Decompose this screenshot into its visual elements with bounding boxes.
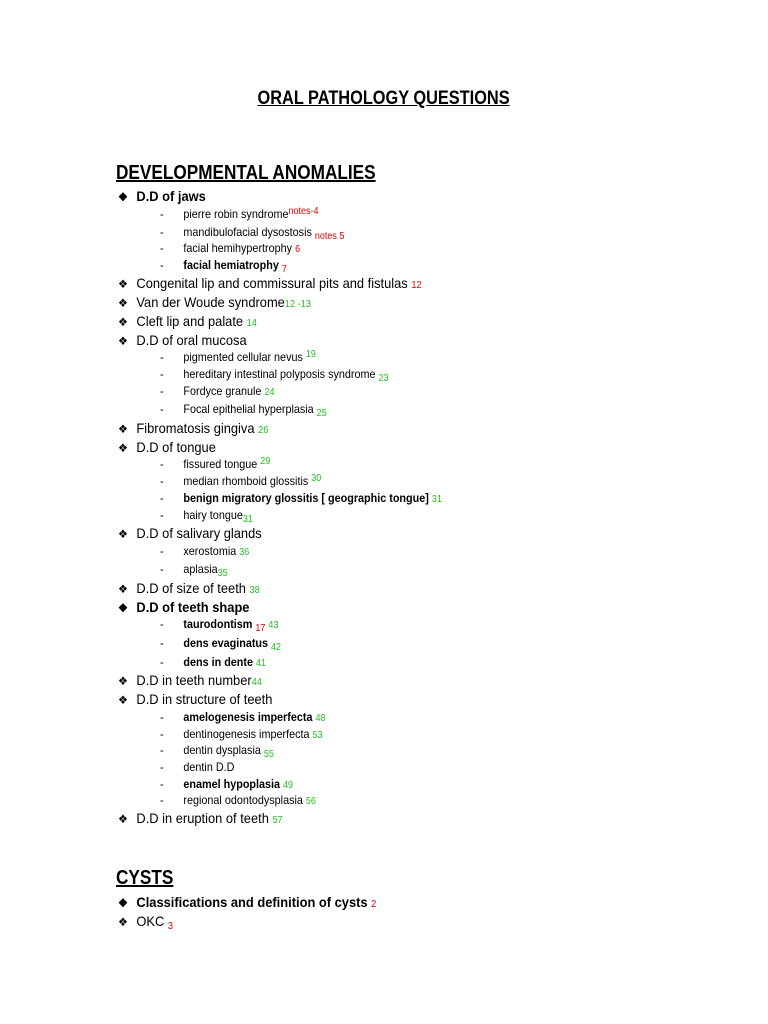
page-ref: 25 (316, 408, 327, 419)
sublist-item: - dentinogenesis imperfecta 53 (160, 727, 323, 741)
diamond-bullet-icon: ❖ (118, 190, 128, 204)
diamond-bullet-icon: ❖ (118, 601, 128, 615)
sublist-item: - mandibulofacial dysostosis $_{notes 5}$ (160, 225, 345, 242)
sublist-item: - facial hemihypertrophy 6 (160, 241, 301, 255)
page-ref: 23 (378, 373, 389, 384)
page-ref: 43 (268, 620, 279, 631)
diamond-bullet-icon: ❖ (118, 693, 128, 707)
diamond-bullet-icon: ❖ (118, 441, 128, 455)
page-ref: 12 (411, 280, 422, 291)
page-ref: 26 (258, 425, 269, 436)
page-ref: 49 (283, 780, 294, 791)
list-item: ❖ Van der Woude syndrome12 -13 (118, 294, 311, 310)
sublist-item: - median rhomboid glossitis $^{30}$ (160, 473, 322, 488)
page-ref: 31 (431, 494, 442, 505)
page-ref: 14 (246, 318, 257, 329)
page-ref: 29 (260, 456, 271, 467)
page-ref: 41 (256, 658, 267, 669)
sublist-item: - pigmented cellular nevus $^{19}$ (160, 349, 316, 364)
page-ref: 6 (295, 244, 301, 255)
sublist-item: - hairy tongue$_{31}$ (160, 508, 253, 525)
sublist-item: - pierre robin syndrome$^{notes-4}$ (160, 206, 319, 221)
list-item: ❖ D.D of teeth shape (118, 599, 250, 615)
list-item: ❖ D.D in eruption of teeth 57 (118, 810, 283, 826)
diamond-bullet-icon: ❖ (118, 422, 128, 436)
diamond-bullet-icon: ❖ (118, 915, 128, 929)
sublist-item: - hereditary intestinal polyposis syndrome $_{23}$ (160, 367, 389, 384)
list-item: ❖ Fibromatosis gingiva 26 (118, 420, 269, 436)
sublist-item: - fissured tongue $^{29}$ (160, 456, 271, 471)
sublist-item: - dentin D.D (160, 760, 235, 774)
page-ref: 36 (239, 547, 250, 558)
diamond-bullet-icon: ❖ (118, 812, 128, 826)
list-item: ❖ D.D of tongue (118, 439, 216, 455)
page-ref: 55 (263, 749, 274, 760)
diamond-bullet-icon: ❖ (118, 896, 128, 910)
sublist-item: - Focal epithelial hyperplasia $_{25}$ (160, 402, 327, 419)
page-ref: 12 -13 (284, 299, 311, 310)
diamond-bullet-icon: ❖ (118, 674, 128, 688)
diamond-bullet-icon: ❖ (118, 296, 128, 310)
page-title: ORAL PATHOLOGY QUESTIONS (257, 88, 511, 109)
page-ref: notes-4 (288, 206, 319, 217)
page-ref: 17 (255, 623, 266, 634)
page-ref: 3 (167, 921, 174, 932)
page-ref: 42 (271, 642, 282, 653)
sublist-item: - taurodontism $_{17}$ 43 (160, 617, 279, 634)
sublist-item: - regional odontodysplasia 56 (160, 793, 316, 807)
page-ref: 19 (305, 349, 316, 360)
list-item: ❖ D.D of salivary glands (118, 525, 262, 541)
list-item: ❖ Congenital lip and commissural pits and fistulas 12 (118, 275, 422, 291)
page-ref: 57 (272, 815, 283, 826)
sublist-item: - xerostomia 36 (160, 544, 250, 558)
list-item: ❖ D.D of oral mucosa (118, 332, 247, 348)
list-item: ❖ D.D in teeth number44 (118, 672, 262, 688)
sublist-item: - amelogenesis imperfecta 48 (160, 710, 326, 724)
diamond-bullet-icon: ❖ (118, 582, 128, 596)
page-ref: 30 (311, 473, 322, 484)
list-item: ❖ D.D of size of teeth 38 (118, 580, 260, 596)
sublist-item: - benign migratory glossitis [ geographic tongue] 31 (160, 491, 442, 505)
page-ref: 44 (251, 677, 262, 688)
diamond-bullet-icon: ❖ (118, 527, 128, 541)
sublist-item: - dens evaginatus $_{42}$ (160, 636, 282, 653)
list-item: ❖ D.D in structure of teeth (118, 691, 273, 707)
section-heading-developmental-anomalies: DEVELOPMENTAL ANOMALIES (116, 162, 376, 184)
sublist-item: - aplasia$_{35}$ (160, 562, 228, 579)
page-ref: 48 (315, 713, 326, 724)
list-item-dd-jaws: ❖ D.D of jaws (118, 188, 206, 204)
page-ref: 53 (312, 730, 323, 741)
page-ref: 38 (249, 585, 260, 596)
page-ref: notes 5 (314, 231, 345, 242)
section-heading-cysts: CYSTS (116, 867, 174, 889)
sublist-item: - enamel hypoplasia 49 (160, 777, 294, 791)
page-ref: 24 (264, 387, 275, 398)
diamond-bullet-icon: ❖ (118, 315, 128, 329)
list-item: ❖ OKC $_3$ (118, 913, 174, 932)
sublist-item: - facial hemiatrophy $_7$ (160, 258, 287, 275)
page-ref: 35 (217, 568, 228, 579)
sublist-item: - dens in dente 41 (160, 655, 267, 669)
page-ref: 2 (371, 899, 377, 910)
diamond-bullet-icon: ❖ (118, 334, 128, 348)
page-ref: 56 (305, 796, 316, 807)
page-ref: 7 (281, 264, 287, 275)
page-ref: 31 (242, 514, 253, 525)
list-item: ❖ Classifications and definition of cysts 2 (118, 894, 377, 910)
list-item: ❖ Cleft lip and palate 14 (118, 313, 257, 329)
sublist-item: - Fordyce granule 24 (160, 384, 275, 398)
diamond-bullet-icon: ❖ (118, 277, 128, 291)
sublist-item: - dentin dysplasia $_{55}$ (160, 743, 274, 760)
